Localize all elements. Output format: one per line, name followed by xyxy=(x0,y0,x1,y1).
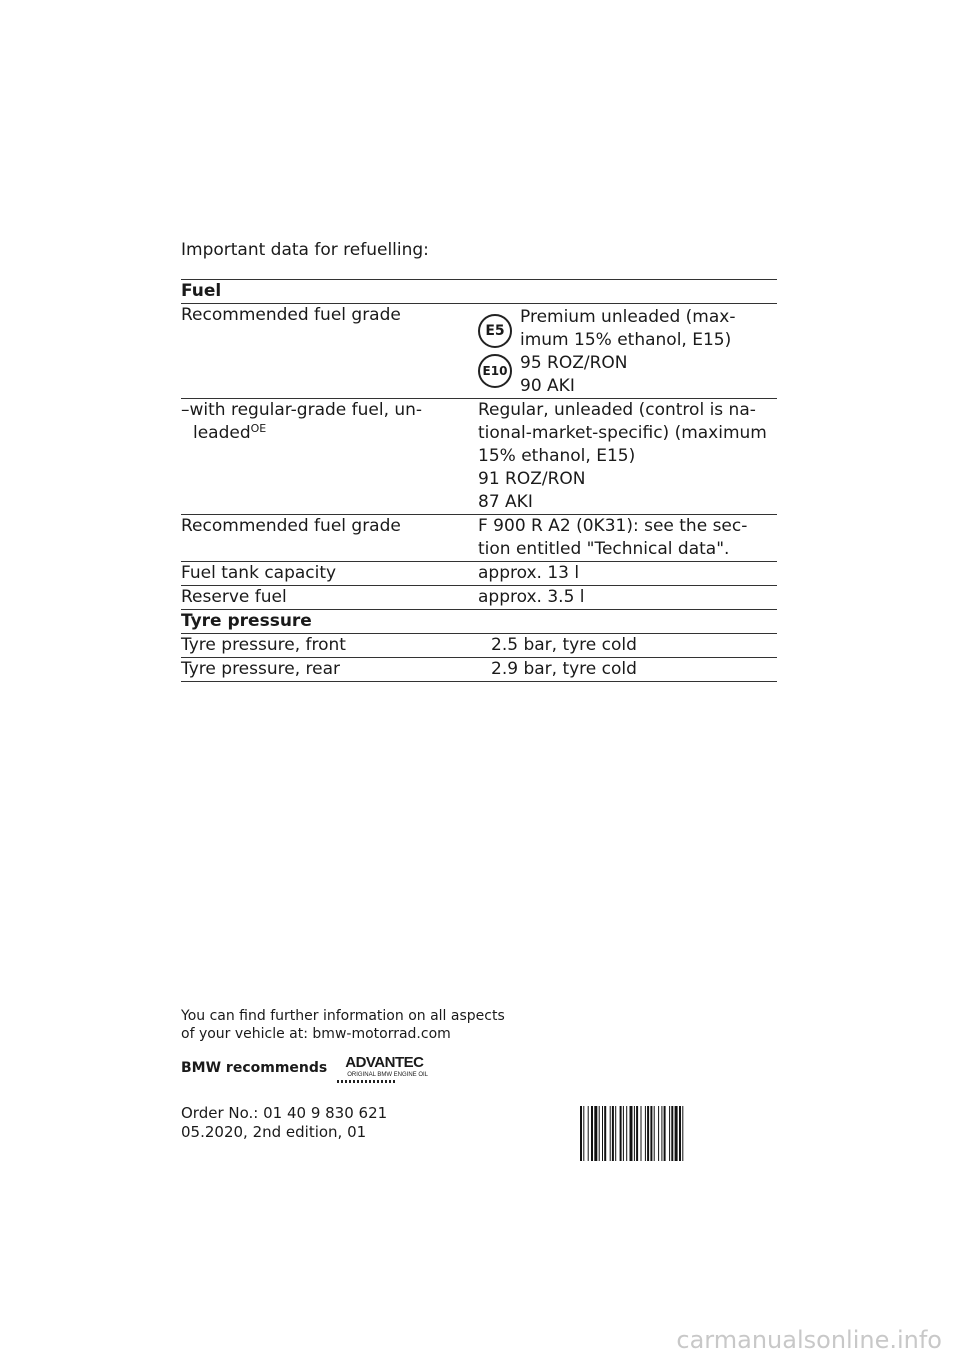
row-value-line: tion entitled "Technical data". xyxy=(478,539,730,559)
row-value-line: 95 ROZ/RON xyxy=(520,353,628,373)
recommends-label: BMW recommends xyxy=(181,1060,328,1076)
order-number: Order No.: 01 40 9 830 621 xyxy=(181,1104,388,1122)
intro-heading: Important data for refuelling: xyxy=(181,240,429,260)
row-value: 2.5 bar, tyre cold xyxy=(491,635,637,655)
edition-info: 05.2020, 2nd edition, 01 xyxy=(181,1123,367,1141)
barcode-icon xyxy=(580,1106,777,1161)
table-row xyxy=(181,634,777,658)
row-label: Recommended fuel grade xyxy=(181,516,401,536)
row-value-line: Premium unleaded (max- xyxy=(520,307,736,327)
oe-superscript: OE xyxy=(250,422,267,435)
further-info: You can find further information on all aspects of your vehicle at: bmw-motorrad.com xyxy=(181,1008,505,1042)
row-label: Tyre pressure, front xyxy=(181,635,346,655)
row-value: approx. 13 l xyxy=(478,563,580,583)
row-value-line: imum 15% ethanol, E15) xyxy=(520,330,732,350)
e10-badge-icon: E10 xyxy=(478,354,512,388)
table-row xyxy=(181,562,777,586)
e5-badge-icon: E5 xyxy=(478,314,512,348)
row-value: approx. 3.5 l xyxy=(478,587,585,607)
watermark: carmanualsonline.info xyxy=(676,1326,942,1354)
table-row xyxy=(181,304,777,399)
row-value-line: F 900 R A2 (0K31): see the sec- xyxy=(478,516,748,536)
section-tyre-header: Tyre pressure xyxy=(181,610,777,634)
section-fuel-header: Fuel xyxy=(181,280,777,304)
table-row xyxy=(181,658,777,682)
table-row xyxy=(181,399,777,515)
row-value-line: 91 ROZ/RON xyxy=(478,469,586,489)
row-label: Tyre pressure, rear xyxy=(181,659,340,679)
fuel-badges xyxy=(478,306,520,398)
table-row xyxy=(181,515,777,562)
row-label: Fuel tank capacity xyxy=(181,563,337,583)
row-label: Recommended fuel grade xyxy=(181,305,401,325)
oil-recommendation xyxy=(181,1056,447,1084)
row-label: –with regular-grade fuel, un- xyxy=(181,400,423,420)
row-value-line: 90 AKI xyxy=(520,376,575,396)
website-text: of your vehicle at: bmw-motorrad.com xyxy=(181,1026,451,1042)
row-value-line: Regular, unleaded (control is na- xyxy=(478,400,756,420)
row-label: leaded xyxy=(193,423,251,443)
row-value-line: 87 AKI xyxy=(478,492,533,512)
advantec-logo-icon: ADVANTEC ORIGINAL BMW ENGINE OIL xyxy=(337,1056,447,1084)
table-row xyxy=(181,586,777,610)
row-value-line: 15% ethanol, E15) xyxy=(478,446,636,466)
order-info xyxy=(181,1104,387,1142)
row-label: Reserve fuel xyxy=(181,587,287,607)
row-value-line: tional-market-specific) (maximum xyxy=(478,423,767,443)
row-value: 2.9 bar, tyre cold xyxy=(491,659,637,679)
refuelling-table xyxy=(181,279,777,682)
